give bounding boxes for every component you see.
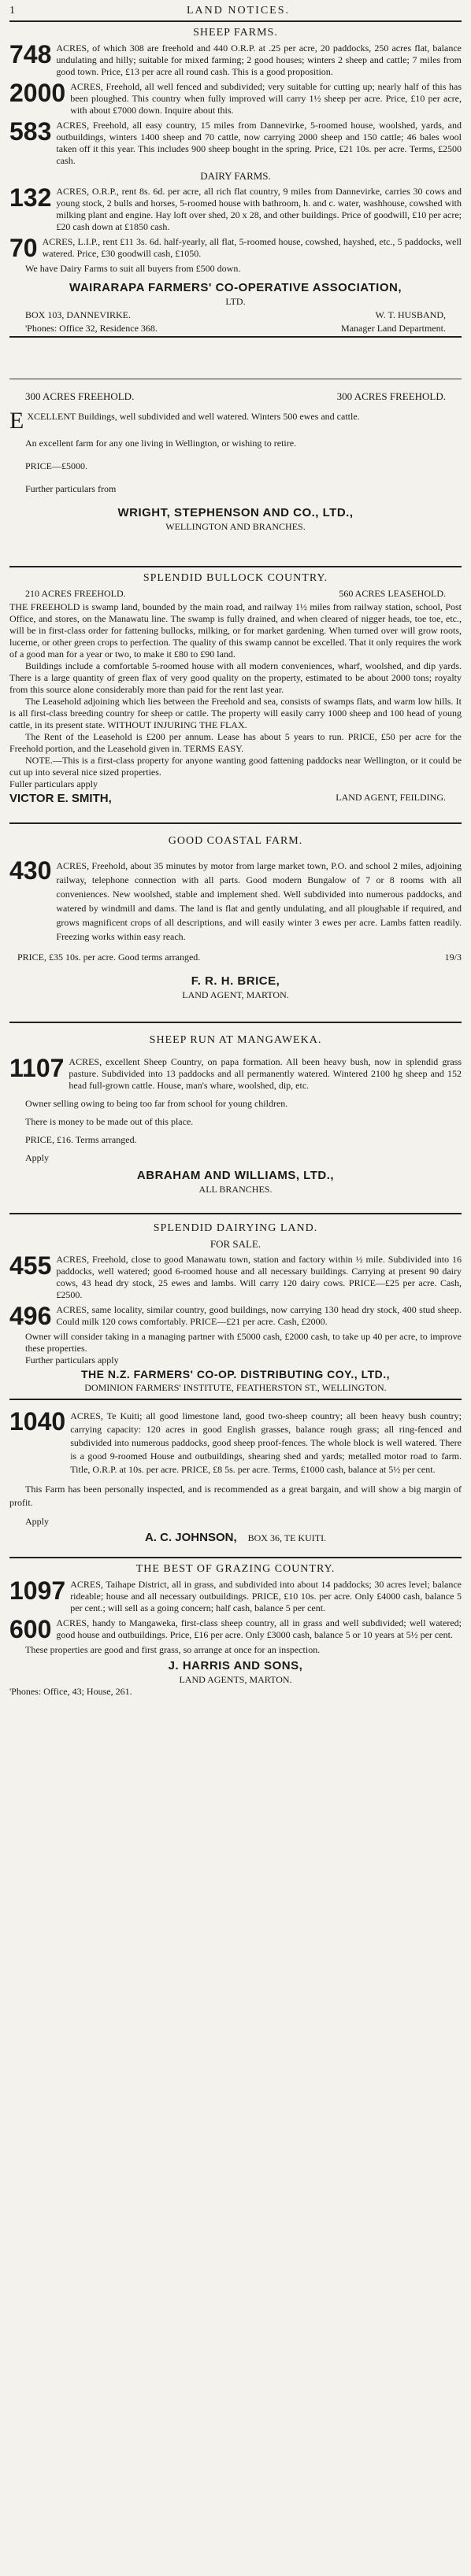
agent-contact-row (25, 323, 446, 334)
agent-branches: ALL BRANCHES. (198, 1184, 273, 1195)
coastal-price: PRICE, £35 10s. per acre. Good terms arranged. (17, 952, 201, 963)
freehold-text: An excellent farm for any one living in Wellington, or wishing to retire. (25, 438, 297, 449)
listing-text: ACRES, L.I.P., rent £11 3s. 6d. half-yearly, all flat, 5-roomed house, cowshed, hayshed, etc., 5 paddocks, well watered. Price, £30 goodwill cash, £1050. (42, 236, 462, 259)
divider (9, 1022, 462, 1023)
grazing-text: These properties are good and first grass, so arrange at once for an inspection. (25, 1644, 321, 1655)
bullock-leasehold: 560 ACRES LEASEHOLD. (339, 588, 446, 599)
freehold-further: Further particulars from (25, 483, 117, 494)
divider (9, 566, 462, 567)
agent-location: LAND AGENT, MARTON. (182, 989, 289, 1000)
section-heading-coastal: GOOD COASTAL FARM. (168, 835, 303, 847)
agent-name: A. C. JOHNSON, (144, 1531, 237, 1544)
agent-location: LAND AGENTS, MARTON. (179, 1674, 292, 1685)
page-header (9, 0, 462, 19)
bullock-freehold: 210 ACRES FREEHOLD. (25, 588, 126, 599)
section-heading-grazing: THE BEST OF GRAZING COUNTRY. (135, 1563, 336, 1575)
splendid-dairy-text: Owner will consider taking in a managing partner with £5000 cash, £2000 cash, to take up 40 per acre, to improve these properties. (25, 1331, 462, 1354)
agent-box: BOX 36, TE KUITI. (247, 1532, 327, 1543)
acreage: 583 (9, 117, 52, 146)
agent-name: VICTOR E. SMITH, (9, 792, 112, 805)
listing (9, 117, 462, 167)
acreage: 455 (9, 1251, 52, 1280)
bullock-text: NOTE.—This is a first-class property for anyone wanting good fattening paddocks near Wellington, or it could be cut up into several nice sized properties. (9, 755, 462, 778)
acreage: 600 (9, 1615, 52, 1643)
agent-phones: 'Phones: Office 32, Residence 368. (25, 323, 158, 334)
listing-text: ACRES, Freehold, all easy country, 15 miles from Dannevirke, 5-roomed house, woolshed, yards, and outbuildings, winters 1400 sheep and 70 cattle, now carrying 2000 sheep and 150 cattle; 46 bales wool taken off it this year. This includes 900 sheep bought in the spring. Price, £21 10s. per acre. Terms, £2500 cash. (56, 120, 462, 166)
listing-text: ACRES, O.R.P., rent 8s. 6d. per acre, all rich flat country, 9 miles from Dannevirke, carries 30 cows and young stock, 2 bulls and horses, 5-roomed house with bathroom, h. and c. water, washhouse, cowshed with milking plant and engine. Hay loft over shed, 20 x 28, and other buildings. Price of goodwill, £10 per acre; £20 cash down at £1850 cash. (56, 186, 462, 232)
freehold-heading-row (25, 390, 446, 403)
listing-text: ACRES, same locality, similar country, good buildings, now carrying 130 head dry stock, 400 stud sheep. Could milk 120 cows comfortably. PRICE—£21 per acre. Cash, £2000. (56, 1304, 462, 1327)
coastal-price-row (17, 952, 462, 963)
freehold-body (9, 408, 462, 434)
for-sale-label: FOR SALE. (210, 1238, 261, 1250)
section-heading-bullock: SPLENDID BULLOCK COUNTRY. (143, 572, 328, 584)
bullock-text: Buildings include a comfortable 5-roomed house with all modern conveniences, wharf, woolshed, and dip yards. There is a large quantity of green flax of very good quality on the property, estimated to be about 2000 tons; royalty from this source alone considerably more than paid for the rent last year. (9, 660, 462, 695)
acreage: 496 (9, 1302, 52, 1330)
acreage: 2000 (9, 79, 66, 107)
agent-name: THE N.Z. FARMERS' CO-OP. DISTRIBUTING COY., LTD., (80, 1368, 391, 1380)
listing (9, 81, 462, 116)
agent-title: LAND AGENT, FEILDING. (336, 792, 446, 803)
coastal-ref: 19/3 (444, 952, 462, 963)
mangaweka-text: Owner selling owing to being too far from school for young children. (25, 1098, 288, 1109)
freehold-price: PRICE—£5000. (25, 460, 88, 471)
splendid-dairy-further: Further particulars apply (25, 1355, 119, 1366)
agent-manager: W. T. HUSBAND, (375, 309, 446, 320)
divider (9, 1399, 462, 1400)
agent-phones: 'Phones: Office, 43; House, 261. (9, 1686, 132, 1697)
acreage: 430 (9, 856, 52, 885)
mangaweka-apply: Apply (25, 1152, 49, 1163)
acreage: 70 (9, 234, 38, 262)
divider (9, 822, 462, 824)
divider (9, 1557, 462, 1558)
acreage: 748 (9, 40, 52, 68)
page-title: LAND NOTICES. (187, 5, 290, 17)
listing (9, 1251, 462, 1301)
agent-role: Manager Land Department. (341, 323, 446, 334)
listing-text: ACRES, Freehold, all well fenced and subdivided; very suitable for cutting up; nearly half of this has been ploughed. This country when fully improved will carry 1½ sheep per acre. Price, £10 per acre, with about £7000 down. Inquire about this. (70, 81, 462, 116)
agent-branches: WELLINGTON AND BRANCHES. (165, 521, 306, 532)
bullock-text: THE FREEHOLD is swamp land, bounded by the main road, and railway 1½ miles from railway station, school, Post Office, and stores, on the Manawatu line. The swamp is fully drained, and when cleared of nigger heads, toe toe, etc., will be in first-class order for fattening bullocks, milking, or for market gardening. When turned over will grow roots, lucerne, or other green crops to perfection. The quality of this swamp cannot be excelled. That it only requires the work of a good man for a year or two, to make it £80 to £90 land. (9, 601, 462, 660)
listing-text: ACRES, of which 308 are freehold and 440 O.R.P. at .25 per acre, 20 paddocks, 250 acres flat, balance undulating and hilly; suitable for mixed farming; 2 good houses; winters 2 sheep and cattle; 7 miles from good town. Price, £13 per acre all round cash. This is a good proposition. (56, 43, 462, 77)
listing-text: ACRES, excellent Sheep Country, on papa formation. All been heavy bush, now in splendid grass pasture. Subdivided into 13 paddocks and all permanently watered. Wintered 2100 hg sheep and 152 head full-grown cattle. House, man's whare, woolshed, dip, etc. (69, 1056, 462, 1091)
listing (9, 856, 462, 944)
tekuiti-apply: Apply (25, 1516, 49, 1527)
agent-contact-row (25, 309, 446, 321)
freehold-heading-right: 300 ACRES FREEHOLD. (336, 390, 446, 402)
acreage: 132 (9, 183, 52, 212)
agent-name: WRIGHT, STEPHENSON AND CO., LTD., (117, 506, 354, 519)
agent-address: DOMINION FARMERS' INSTITUTE, FEATHERSTON ST., WELLINGTON. (84, 1382, 387, 1393)
agent-name: F. R. H. BRICE, (191, 974, 280, 988)
tekuiti-text: This Farm has been personally inspected, and is recommended as a great bargain, and will show a big margin of profit. (9, 1484, 462, 1508)
divider (9, 20, 462, 22)
listing-text: ACRES, Taihape District, all in grass, and subdivided into about 14 paddocks; 30 acres level; balance rideable; house and all necessary outbuildings. PRICE, £10 10s. per acre. Only £4000 cash, balance 5 per cent.; will sell as a going concern; half cash, balance 5 per cent. (70, 1579, 462, 1613)
bullock-text: The Rent of the Leasehold is £200 per annum. Lease has about 5 years to run. PRICE, £50 per acre for the Freehold portion, and the Leasehold given in. TERMS EASY. (9, 731, 462, 754)
agent-name: ABRAHAM AND WILLIAMS, LTD., (136, 1169, 335, 1182)
agent-name: J. HARRIS AND SONS, (168, 1659, 303, 1672)
acreage: 1040 (9, 1407, 66, 1436)
listing (9, 1056, 462, 1092)
bullock-text: The Leasehold adjoining which lies between the Freehold and sea, consists of swamps flats, and warm low hills. It is all first-class breeding country for sheep or cattle. The property will easily carry 1000 sheep and 100 head of young cattle, in its present state. WITHOUT INJURING THE FLAX. (9, 696, 462, 730)
listing (9, 40, 462, 78)
listing (9, 1617, 462, 1641)
agent-box: BOX 103, DANNEVIRKE. (25, 309, 131, 320)
listing (9, 1576, 462, 1614)
acreage: 1107 (9, 1054, 65, 1082)
listing-text: ACRES, Freehold, close to good Manawatu town, station and factory within ½ mile. Subdivided into 16 paddocks, well watered; good 6-roomed house and all necessary buildings. Carrying at present 90 dairy cows, 43 head dry stock, 25 ewes and lambs. Will carry 120 dairy cows. PRICE—£25 per acre. Cash, £2500. (56, 1254, 462, 1300)
mangaweka-text: There is money to be made out of this place. (25, 1116, 194, 1127)
listing-text: ACRES, handy to Mangaweka, first-class sheep country, all in grass and well subdivided; well watered; good house and outbuildings. Price, £16 per acre. Only £3000 cash, balance 5 or 10 years at 5½ per cent. (56, 1617, 462, 1640)
listing (9, 1304, 462, 1328)
freehold-heading-left: 300 ACRES FREEHOLD. (25, 390, 135, 402)
listing-text: ACRES, Freehold, about 35 minutes by motor from large market town, P.O. and school 2 miles, adjoining railway, telephone connection with all parts. Good modern Bungalow of 7 or 8 rooms with all conveniences. New woolshed, stable and implement shed. Well subdivided into numerous paddocks, and watered by windmill and dams. The land is flat and gently undulating, and all ploughable if required, and grows magnificent crops of all descriptions, and will easily winter 3 ewes per acre. Lambs fatten readily. Freezing works within easy reach. (56, 860, 462, 942)
bullock-subheads (25, 588, 446, 600)
divider (9, 1213, 462, 1214)
bullock-further: Fuller particulars apply (9, 778, 98, 789)
agent-name: WAIRARAPA FARMERS' CO-OPERATIVE ASSOCIATION, (69, 281, 402, 294)
listing (9, 183, 462, 233)
page-number: 1 (9, 5, 15, 17)
dairy-footer: We have Dairy Farms to suit all buyers from £500 down. (25, 263, 241, 274)
listing (9, 1407, 462, 1476)
divider (9, 336, 462, 338)
bullock-agent-row (9, 792, 462, 805)
section-heading-mangaweka: SHEEP RUN AT MANGAWEKA. (149, 1034, 322, 1046)
listing (9, 236, 462, 260)
freehold-text: XCELLENT Buildings, well subdivided and well watered. Winters 500 ewes and cattle. (27, 411, 360, 422)
section-heading-splendid-dairy: SPLENDID DAIRYING LAND. (153, 1222, 318, 1234)
agent-ltd: LTD. (225, 296, 246, 307)
drop-cap: E (9, 408, 24, 434)
mangaweka-price: PRICE, £16. Terms arranged. (25, 1134, 137, 1145)
acreage: 1097 (9, 1576, 66, 1605)
section-heading-sheep: SHEEP FARMS. (193, 27, 278, 39)
tekuiti-agent-row (9, 1531, 462, 1544)
listing-text: ACRES, Te Kuiti; all good limestone land, good two-sheep country; all been heavy bush country; carrying capacity: 120 acres in good English grasses, balance rough grass; all ring-fenced and subdivided into numerous paddocks, good sheep proof-fences. The whole block is well watered. There is a good 9-roomed House and outbuildings, shearing shed and yards; metalled motor road to farm. Title, O.R.P. at 10s. per acre. PRICE, £8 5s. per acre. Terms, £1000 cash, balance at 5½ per cent. (70, 1410, 462, 1475)
section-heading-dairy: DAIRY FARMS. (200, 170, 271, 182)
